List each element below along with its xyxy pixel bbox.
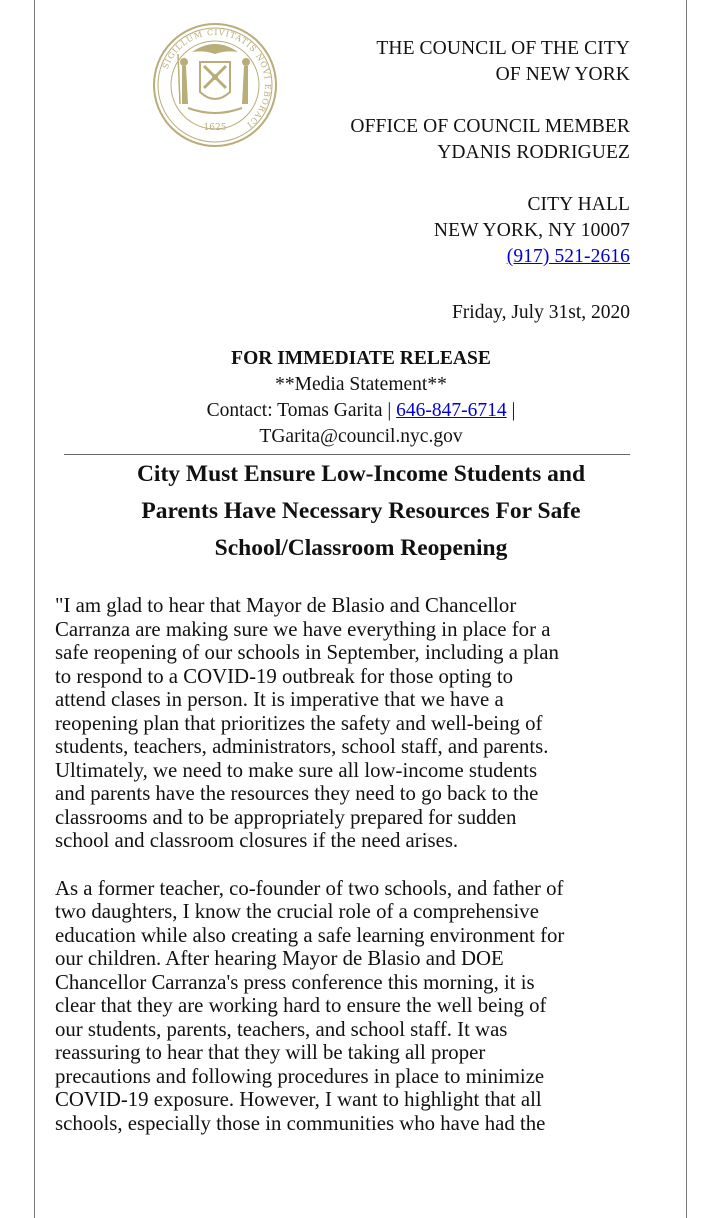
body-line: Chancellor Carranza's press conference this morning, it is (55, 970, 535, 994)
headline-line-1: City Must Ensure Low-Income Students and (136, 461, 586, 487)
media-statement-label: **Media Statement** (275, 374, 447, 395)
council-line-2: OF NEW YORK (495, 64, 630, 85)
body-line: schools, especially those in communities who have had the (55, 1111, 546, 1135)
release-date: Friday, July 31st, 2020 (451, 302, 630, 323)
body-line: As a former teacher, co-founder of two schools, and father of (55, 876, 564, 900)
office-line-1: OFFICE OF COUNCIL MEMBER (350, 116, 630, 137)
paragraph-2 (55, 877, 655, 1136)
body-line: classrooms and to be appropriately prepared for sudden (55, 805, 517, 829)
body-line: to respond to a COVID-19 outbreak for those opting to (55, 664, 514, 688)
statement-body (55, 594, 655, 1159)
office-line-2: YDANIS RODRIGUEZ (437, 142, 630, 163)
immediate-release-label: FOR IMMEDIATE RELEASE (231, 348, 491, 369)
body-line: reopening plan that prioritizes the safety and well-being of (55, 711, 543, 735)
body-line: and parents have the resources they need to go back to the (55, 782, 539, 805)
address-line-1: CITY HALL (527, 194, 630, 215)
body-line: clear that they are working hard to ensure the well being of (55, 994, 547, 1017)
headline (40, 456, 682, 567)
headline-line-3: School/Classroom Reopening (214, 535, 508, 561)
body-line: students, teachers, administrators, school staff, and parents. (55, 735, 549, 758)
contact-email: TGarita@council.nyc.gov (259, 426, 463, 447)
contact-phone-link[interactable]: 646-847-6714 (396, 400, 507, 421)
body-line: reassuring to hear that they will be taking all proper (55, 1041, 486, 1064)
body-line: safe reopening of our schools in September, including a plan (55, 641, 559, 664)
contact-prefix: Contact: Tomas Garita | (206, 400, 392, 421)
nyc-seal-icon (152, 22, 278, 148)
body-line: "I am glad to hear that Mayor de Blasio and Chancellor (55, 594, 517, 617)
paragraph-1 (55, 594, 655, 853)
contact-line (0, 398, 722, 424)
seal-year: 1625 (203, 123, 227, 133)
body-line: two daughters, I know the crucial role of a comprehensive (55, 900, 539, 923)
body-line: precautions and following procedures in place to minimize (55, 1064, 545, 1088)
seal-ring-text: SIGILLUM CIVITATIS NOVI EBORACI (160, 27, 273, 130)
body-line: Carranza are making sure we have everything in place for a (55, 617, 551, 641)
headline-line-2: Parents Have Necessary Resources For Safe (141, 498, 581, 524)
office-phone-link[interactable]: (917) 521-2616 (506, 246, 630, 267)
body-line: attend clases in person. It is imperative that we have a (55, 688, 504, 711)
body-line: our children. After hearing Mayor de Blasio and DOE (55, 947, 504, 970)
body-line: education while also creating a safe learning environment for (55, 923, 565, 947)
address-line-2: NEW YORK, NY 10007 (433, 220, 630, 241)
council-line-1: THE COUNCIL OF THE CITY (376, 38, 630, 59)
release-info (0, 346, 722, 450)
letterhead (350, 36, 630, 270)
body-line: our students, parents, teachers, and school staff. It was (55, 1017, 508, 1041)
body-line: school and classroom closures if the need arises. (55, 829, 459, 852)
body-line: COVID-19 exposure. However, I want to highlight that all (55, 1088, 542, 1111)
headline-divider (64, 454, 630, 455)
body-line: Ultimately, we need to make sure all low-income students (55, 758, 538, 782)
contact-separator: | (511, 400, 516, 421)
